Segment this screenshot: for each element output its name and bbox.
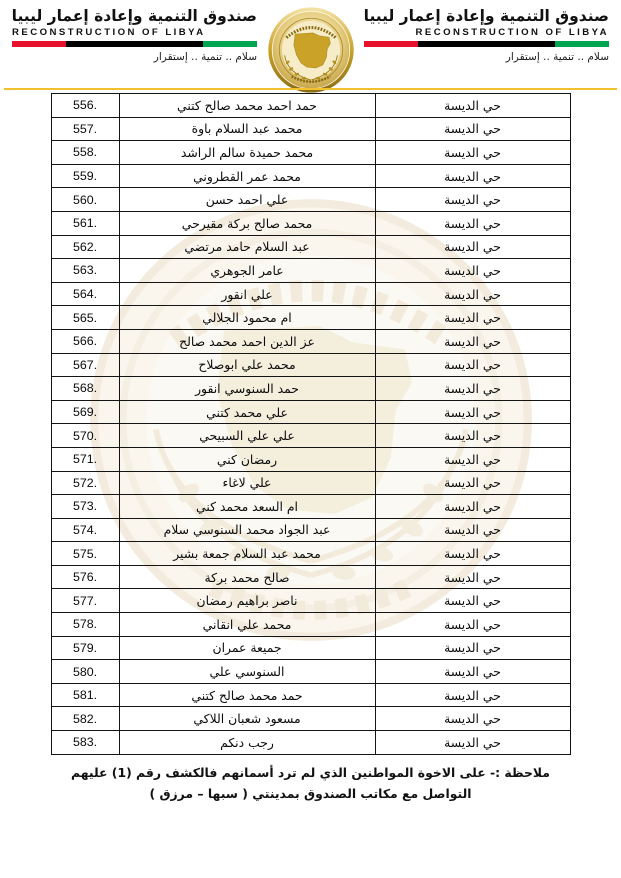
- libya-flag-bar-left: [364, 41, 609, 47]
- cell-name: علي احمد حسن: [119, 188, 375, 212]
- table-row: [51, 259, 570, 283]
- index-number: 577.: [72, 593, 98, 608]
- table-row: [51, 518, 570, 542]
- index-number: 560.: [72, 192, 98, 207]
- flag-stripe-green: [203, 41, 257, 47]
- cell-district: حي الديسة: [375, 589, 570, 613]
- logo-left-arabic-title: صندوق التنمية وإعادة إعمار ليبيا: [363, 7, 609, 25]
- table-row: [51, 589, 570, 613]
- index-number: 581.: [72, 688, 98, 703]
- table-row: [51, 660, 570, 684]
- cell-index: [51, 447, 119, 471]
- cell-index: [51, 471, 119, 495]
- table-row: [51, 377, 570, 401]
- index-number: 580.: [72, 664, 98, 679]
- index-number: 576.: [72, 570, 98, 585]
- cell-index: [51, 188, 119, 212]
- beneficiaries-table-container: [0, 93, 621, 755]
- cell-name: السنوسي علي: [119, 660, 375, 684]
- cell-index: [51, 683, 119, 707]
- cell-index: [51, 259, 119, 283]
- cell-district: حي الديسة: [375, 542, 570, 566]
- table-row: [51, 565, 570, 589]
- cell-index: [51, 542, 119, 566]
- cell-index: [51, 400, 119, 424]
- cell-name: مسعود شعبان اللاكي: [119, 707, 375, 731]
- index-number: 572.: [72, 475, 98, 490]
- logo-left-slogan: سلام .. تنمية .. إستقرار: [505, 50, 609, 63]
- table-row: [51, 636, 570, 660]
- cell-district: حي الديسة: [375, 353, 570, 377]
- cell-index: [51, 306, 119, 330]
- table-row: [51, 495, 570, 519]
- cell-district: حي الديسة: [375, 117, 570, 141]
- libya-flag-bar-right: [12, 41, 257, 47]
- index-number: 570.: [72, 428, 98, 443]
- cell-name: صالح محمد بركة: [119, 565, 375, 589]
- cell-name: محمد عمر القطروني: [119, 164, 375, 188]
- cell-district: حي الديسة: [375, 660, 570, 684]
- table-row: [51, 353, 570, 377]
- cell-index: [51, 495, 119, 519]
- cell-index: [51, 94, 119, 118]
- cell-district: حي الديسة: [375, 94, 570, 118]
- flag-stripe-black: [418, 41, 555, 47]
- cell-name: محمد علي انقاني: [119, 613, 375, 637]
- cell-name: عبد السلام حامد مرتضي: [119, 235, 375, 259]
- cell-district: حي الديسة: [375, 211, 570, 235]
- table-row: [51, 613, 570, 637]
- flag-stripe-black: [66, 41, 203, 47]
- table-row: [51, 306, 570, 330]
- cell-district: حي الديسة: [375, 306, 570, 330]
- table-row: [51, 471, 570, 495]
- index-number: 559.: [72, 169, 98, 184]
- table-row: [51, 707, 570, 731]
- index-number: 582.: [72, 711, 98, 726]
- flag-stripe-red: [12, 41, 66, 47]
- cell-index: [51, 164, 119, 188]
- index-number: 583.: [72, 735, 98, 750]
- logo-right-english-title: RECONSTRUCTION OF LIBYA: [12, 26, 206, 38]
- cell-district: حي الديسة: [375, 518, 570, 542]
- cell-district: حي الديسة: [375, 447, 570, 471]
- cell-district: حي الديسة: [375, 707, 570, 731]
- cell-name: محمد عبد السلام جمعة بشير: [119, 542, 375, 566]
- cell-name: حمد السنوسي انقور: [119, 377, 375, 401]
- cell-name: عامر الجوهري: [119, 259, 375, 283]
- cell-name: علي لاغاء: [119, 471, 375, 495]
- logo-right: [12, 8, 257, 63]
- table-row: [51, 188, 570, 212]
- cell-index: [51, 707, 119, 731]
- index-number: 575.: [72, 546, 98, 561]
- index-number: 578.: [72, 617, 98, 632]
- table-body: [51, 94, 570, 755]
- cell-index: [51, 211, 119, 235]
- cell-index: [51, 235, 119, 259]
- index-number: 558.: [72, 145, 98, 160]
- cell-district: حي الديسة: [375, 141, 570, 165]
- flag-stripe-green: [555, 41, 609, 47]
- cell-name: محمد صالح بركة مقيرحي: [119, 211, 375, 235]
- cell-name: محمد عبد السلام باوة: [119, 117, 375, 141]
- cell-district: حي الديسة: [375, 495, 570, 519]
- table-row: [51, 94, 570, 118]
- cell-index: [51, 613, 119, 637]
- footer-note: [61, 762, 561, 804]
- cell-district: حي الديسة: [375, 259, 570, 283]
- cell-index: [51, 353, 119, 377]
- cell-index: [51, 282, 119, 306]
- logo-left-english-title: RECONSTRUCTION OF LIBYA: [415, 26, 609, 38]
- index-number: 562.: [72, 239, 98, 254]
- cell-name: علي محمد كتني: [119, 400, 375, 424]
- cell-name: رمضان كني: [119, 447, 375, 471]
- cell-district: حي الديسة: [375, 400, 570, 424]
- cell-district: حي الديسة: [375, 188, 570, 212]
- table-row: [51, 164, 570, 188]
- cell-name: علي انقور: [119, 282, 375, 306]
- index-number: 579.: [72, 640, 98, 655]
- gold-divider: [4, 88, 617, 90]
- cell-district: حي الديسة: [375, 636, 570, 660]
- table-row: [51, 211, 570, 235]
- index-number: 557.: [72, 121, 98, 136]
- cell-name: عبد الجواد محمد السنوسي سلام: [119, 518, 375, 542]
- cell-index: [51, 518, 119, 542]
- cell-district: حي الديسة: [375, 424, 570, 448]
- index-number: 563.: [72, 263, 98, 278]
- table-row: [51, 117, 570, 141]
- beneficiaries-table: [51, 93, 571, 755]
- cell-index: [51, 636, 119, 660]
- flag-stripe-red: [364, 41, 418, 47]
- index-number: 564.: [72, 287, 98, 302]
- index-number: 565.: [72, 310, 98, 325]
- table-row: [51, 329, 570, 353]
- cell-name: علي علي السبيحي: [119, 424, 375, 448]
- cell-index: [51, 377, 119, 401]
- cell-index: [51, 565, 119, 589]
- cell-district: حي الديسة: [375, 377, 570, 401]
- table-row: [51, 141, 570, 165]
- cell-index: [51, 589, 119, 613]
- index-number: 566.: [72, 334, 98, 349]
- cell-index: [51, 117, 119, 141]
- cell-district: حي الديسة: [375, 329, 570, 353]
- cell-name: حمد احمد محمد صالح كتني: [119, 94, 375, 118]
- cell-district: حي الديسة: [375, 731, 570, 755]
- cell-name: ام محمود الجلالي: [119, 306, 375, 330]
- cell-district: حي الديسة: [375, 565, 570, 589]
- cell-index: [51, 329, 119, 353]
- cell-name: محمد علي ابوصلاح: [119, 353, 375, 377]
- logo-right-slogan: سلام .. تنمية .. إستقرار: [153, 50, 257, 63]
- libya-state-emblem-icon: [267, 6, 355, 94]
- table-row: [51, 542, 570, 566]
- index-number: 571.: [72, 452, 98, 467]
- cell-index: [51, 141, 119, 165]
- document-header: [0, 0, 621, 88]
- cell-name: ام السعد محمد كني: [119, 495, 375, 519]
- index-number: 573.: [72, 499, 98, 514]
- index-number: 574.: [72, 522, 98, 537]
- cell-name: رجب دنكم: [119, 731, 375, 755]
- footer-note-line-2: التواصل مع مكاتب الصندوق بمدينتي ( سبها – مرزق ): [149, 785, 472, 801]
- cell-district: حي الديسة: [375, 683, 570, 707]
- table-row: [51, 235, 570, 259]
- index-number: 561.: [72, 216, 98, 231]
- table-row: [51, 731, 570, 755]
- cell-name: حمد محمد صالح كتني: [119, 683, 375, 707]
- cell-index: [51, 660, 119, 684]
- cell-name: ناصر براهيم رمضان: [119, 589, 375, 613]
- cell-index: [51, 424, 119, 448]
- index-number: 568.: [72, 381, 98, 396]
- index-number: 556.: [72, 98, 98, 113]
- cell-district: حي الديسة: [375, 164, 570, 188]
- table-row: [51, 282, 570, 306]
- table-row: [51, 424, 570, 448]
- cell-district: حي الديسة: [375, 235, 570, 259]
- table-row: [51, 400, 570, 424]
- cell-name: جميعة عمران: [119, 636, 375, 660]
- cell-district: حي الديسة: [375, 613, 570, 637]
- cell-district: حي الديسة: [375, 282, 570, 306]
- index-number: 569.: [72, 405, 98, 420]
- table-row: [51, 447, 570, 471]
- logo-right-arabic-title: صندوق التنمية وإعادة إعمار ليبيا: [11, 7, 257, 25]
- index-number: 567.: [72, 357, 98, 372]
- footer-note-line-1: ملاحظة :- على الاخوة المواطنين الذي لم ترد أسمانهم فالكشف رقم (1) عليهم: [71, 764, 550, 780]
- cell-name: عز الدين احمد محمد صالح: [119, 329, 375, 353]
- logo-left: [364, 8, 609, 63]
- cell-index: [51, 731, 119, 755]
- table-row: [51, 683, 570, 707]
- cell-name: محمد حميدة سالم الراشد: [119, 141, 375, 165]
- cell-district: حي الديسة: [375, 471, 570, 495]
